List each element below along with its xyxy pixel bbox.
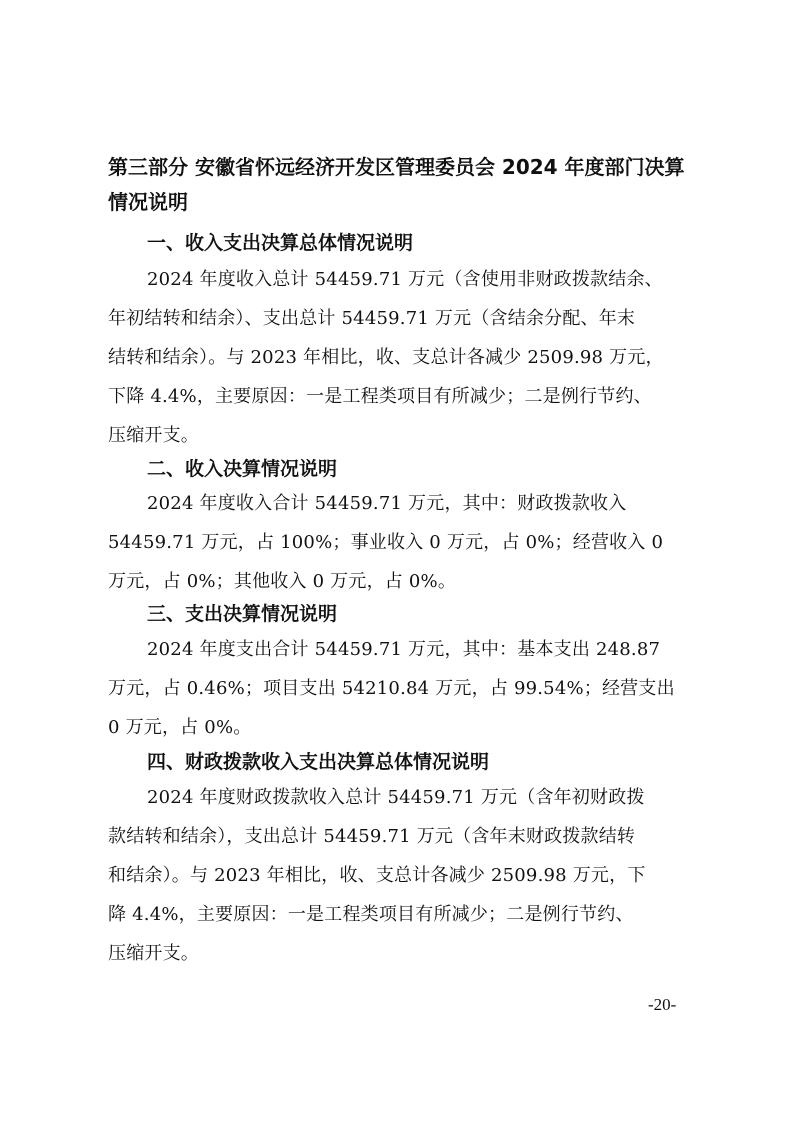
paragraph-line: 款结转和结余），支出总计 54459.71 万元（含年末财政拨款结转 [108, 826, 636, 847]
section-heading-4: 四、财政拨款收入支出决算总体情况说明 [147, 751, 490, 773]
paragraph-line: 结转和结余）。与 2023 年相比，收、支总计各减少 2509.98 万元， [108, 347, 664, 368]
section-heading-1: 一、收入支出决算总体情况说明 [147, 232, 414, 254]
title-line: 第三部分 安徽省怀远经济开发区管理委员会 2024 年度部门决算 [108, 155, 685, 179]
section-heading-3: 三、支出决算情况说明 [147, 603, 338, 625]
section-1-paragraph [108, 260, 698, 455]
paragraph-line: 2024 年度收入总计 54459.71 万元（含使用非财政拨款结余、 [147, 269, 663, 290]
section-3-paragraph [108, 630, 698, 747]
paragraph-line: 万元，占 0.46%；项目支出 54210.84 万元，占 99.54%；经营支出 [108, 678, 675, 699]
section-4-paragraph [108, 778, 698, 973]
section-2-paragraph [108, 484, 698, 601]
page-number: -20- [648, 995, 677, 1014]
paragraph-line: 压缩开支。 [108, 425, 199, 446]
paragraph-line: 54459.71 万元，占 100%；事业收入 0 万元，占 0%；经营收入 0 [108, 532, 664, 553]
paragraph-line: 2024 年度收入合计 54459.71 万元，其中：财政拨款收入 [147, 493, 627, 514]
paragraph-line: 降 4.4%，主要原因：一是工程类项目有所减少；二是例行节约、 [108, 904, 634, 925]
paragraph-line: 压缩开支。 [108, 943, 199, 964]
paragraph-line: 0 万元，占 0%。 [108, 717, 252, 738]
paragraph-line: 年初结转和结余）、支出总计 54459.71 万元（含结余分配、年末 [108, 308, 636, 329]
paragraph-line: 和结余）。与 2023 年相比，收、支总计各减少 2509.98 万元，下 [108, 865, 646, 886]
page-title [108, 150, 698, 220]
section-heading-2: 二、收入决算情况说明 [147, 458, 338, 480]
title-line: 情况说明 [108, 190, 188, 214]
paragraph-line: 2024 年度支出合计 54459.71 万元，其中：基本支出 248.87 [147, 639, 661, 660]
paragraph-line: 下降 4.4%，主要原因：一是工程类项目有所减少；二是例行节约、 [108, 386, 652, 407]
paragraph-line: 万元，占 0%；其他收入 0 万元，占 0%。 [108, 571, 457, 592]
paragraph-line: 2024 年度财政拨款收入总计 54459.71 万元（含年初财政拨 [147, 787, 645, 808]
